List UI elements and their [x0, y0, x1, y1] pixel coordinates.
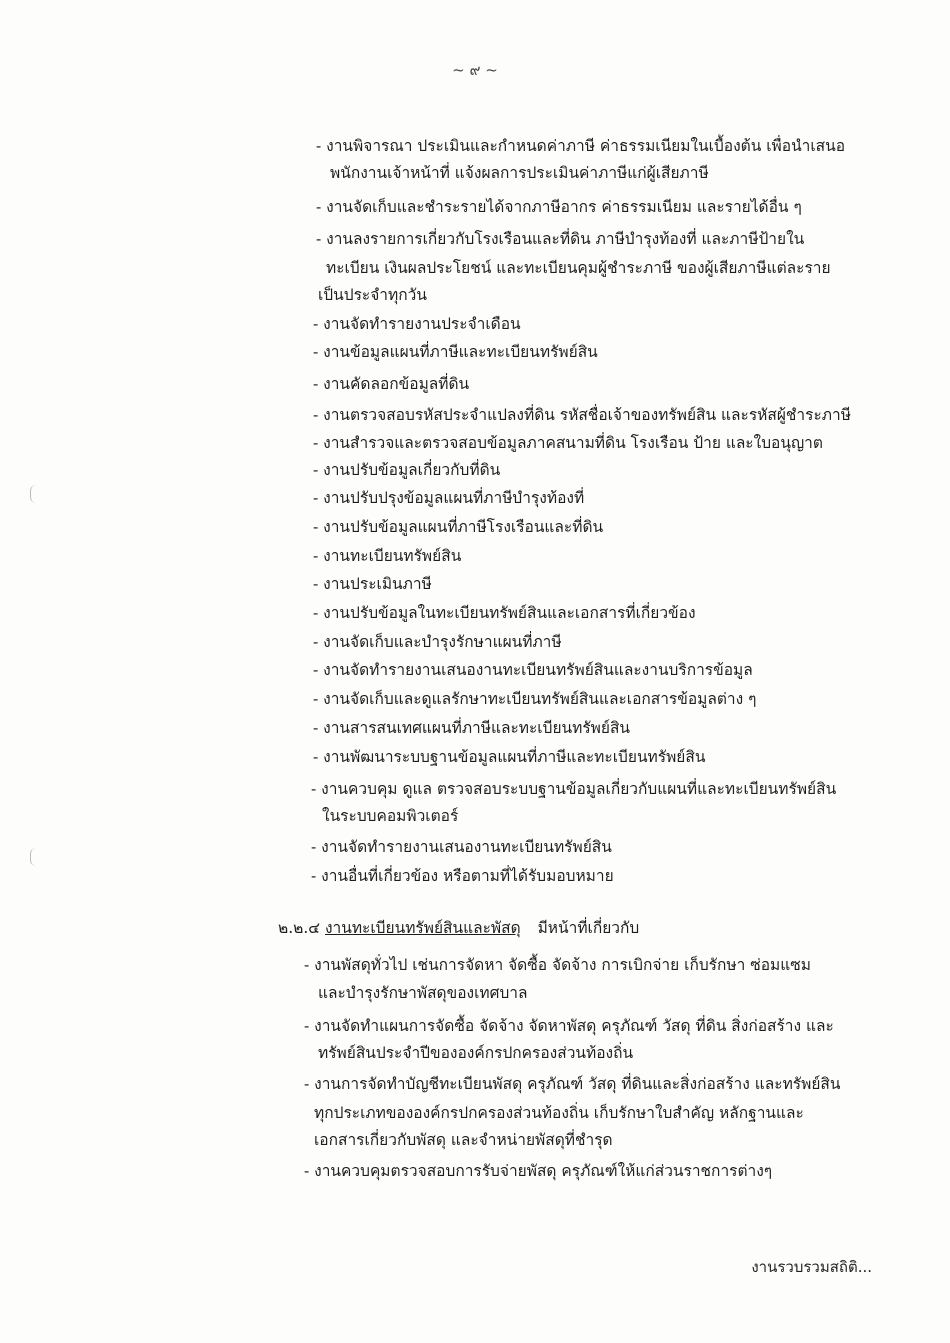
- list-item: - งานสารสนเทศแผนที่ภาษีและทะเบียนทรัพย์สิน: [313, 719, 631, 737]
- list-item: และบำรุงรักษาพัสดุของเทศบาล: [318, 984, 528, 1002]
- section-number: ๒.๒.๔: [278, 919, 321, 937]
- list-item: - งานปรับข้อมูลในทะเบียนทรัพย์สินและเอกสารที่เกี่ยวข้อง: [313, 604, 696, 622]
- list-item: - งานจัดทำรายงานประจำเดือน: [313, 315, 521, 333]
- list-item: - งานจัดทำแผนการจัดซื้อ จัดจ้าง จัดหาพัสดุ ครุภัณฑ์ วัสดุ ที่ดิน สิ่งก่อสร้าง และ: [304, 1017, 834, 1035]
- list-item: - งานสำรวจและตรวจสอบข้อมูลภาคสนามที่ดิน โรงเรือน ป้าย และใบอนุญาต: [313, 434, 823, 452]
- list-item: - งานจัดเก็บและชำระรายได้จากภาษีอากร ค่าธรรมเนียม และรายได้อื่น ๆ: [316, 198, 802, 216]
- list-item: - งานพัสดุทั่วไป เช่นการจัดหา จัดซื้อ จัดจ้าง การเบิกจ่าย เก็บรักษา ซ่อมแซม: [304, 956, 811, 974]
- list-item: - งานปรับปรุงข้อมูลแผนที่ภาษีบำรุงท้องที่: [313, 489, 585, 507]
- margin-mark: [30, 485, 37, 503]
- list-item: เอกสารเกี่ยวกับพัสดุ และจำหน่ายพัสดุที่ชำรุด: [314, 1131, 613, 1149]
- list-item: - งานควบคุมตรวจสอบการรับจ่ายพัสดุ ครุภัณฑ์ให้แก่ส่วนราชการต่างๆ: [304, 1162, 773, 1180]
- list-item: ในระบบคอมพิวเตอร์: [322, 807, 459, 825]
- list-item: - งานปรับข้อมูลแผนที่ภาษีโรงเรือนและที่ดิน: [313, 518, 604, 536]
- list-item: - งานจัดเก็บและบำรุงรักษาแผนที่ภาษี: [313, 633, 562, 651]
- list-item: - งานอื่นที่เกี่ยวข้อง หรือตามที่ได้รับมอบหมาย: [311, 867, 614, 885]
- list-item: - งานตรวจสอบรหัสประจำแปลงที่ดิน รหัสชื่อเจ้าของทรัพย์สิน และรหัสผู้ชำระภาษี: [313, 406, 851, 424]
- list-item: - งานจัดทำรายงานเสนองานทะเบียนทรัพย์สินและงานบริการข้อมูล: [313, 661, 753, 679]
- list-item: - งานพัฒนาระบบฐานข้อมูลแผนที่ภาษีและทะเบียนทรัพย์สิน: [313, 748, 706, 766]
- list-item: เป็นประจำทุกวัน: [318, 286, 427, 304]
- margin-mark: [30, 848, 37, 866]
- list-item: - งานประเมินภาษี: [313, 575, 432, 593]
- list-item: ทรัพย์สินประจำปีขององค์กรปกครองส่วนท้องถิ่น: [318, 1044, 634, 1062]
- continuation-text: งานรวบรวมสถิติ...: [751, 1258, 872, 1276]
- list-item: - งานลงรายการเกี่ยวกับโรงเรือนและที่ดิน ภาษีบำรุงท้องที่ และภาษีป้ายใน: [316, 230, 805, 248]
- list-item: - งานจัดทำรายงานเสนองานทะเบียนทรัพย์สิน: [311, 838, 612, 856]
- list-item: - งานพิจารณา ประเมินและกำหนดค่าภาษี ค่าธรรมเนียมในเบื้องต้น เพื่อนำเสนอ: [316, 137, 846, 155]
- section-title: งานทะเบียนทรัพย์สินและพัสดุ: [324, 919, 521, 937]
- list-item: - งานจัดเก็บและดูแลรักษาทะเบียนทรัพย์สินและเอกสารข้อมูลต่าง ๆ: [313, 690, 757, 708]
- list-item: - งานควบคุม ดูแล ตรวจสอบระบบฐานข้อมูลเกี่ยวกับแผนที่และทะเบียนทรัพย์สิน: [311, 780, 837, 798]
- section-suffix: มีหน้าที่เกี่ยวกับ: [537, 919, 640, 937]
- list-item: - งานการจัดทำบัญชีทะเบียนพัสดุ ครุภัณฑ์ วัสดุ ที่ดินและสิ่งก่อสร้าง และทรัพย์สิน: [304, 1075, 841, 1093]
- list-item: ทุกประเภทขององค์กรปกครองส่วนท้องถิ่น เก็บรักษาใบสำคัญ หลักฐานและ: [314, 1104, 804, 1122]
- list-item: - งานคัดลอกข้อมูลที่ดิน: [313, 375, 470, 393]
- section-heading: [278, 917, 639, 939]
- list-item: พนักงานเจ้าหน้าที่ แจ้งผลการประเมินค่าภาษีแก่ผู้เสียภาษี: [330, 164, 709, 182]
- list-item: - งานปรับข้อมูลเกี่ยวกับที่ดิน: [313, 461, 501, 479]
- page-number: ~ ๙ ~: [452, 61, 498, 79]
- list-item: - งานทะเบียนทรัพย์สิน: [313, 547, 462, 565]
- list-item: - งานข้อมูลแผนที่ภาษีและทะเบียนทรัพย์สิน: [313, 343, 598, 361]
- list-item: ทะเบียน เงินผลประโยชน์ และทะเบียนคุมผู้ชำระภาษี ของผู้เสียภาษีแต่ละราย: [326, 259, 831, 277]
